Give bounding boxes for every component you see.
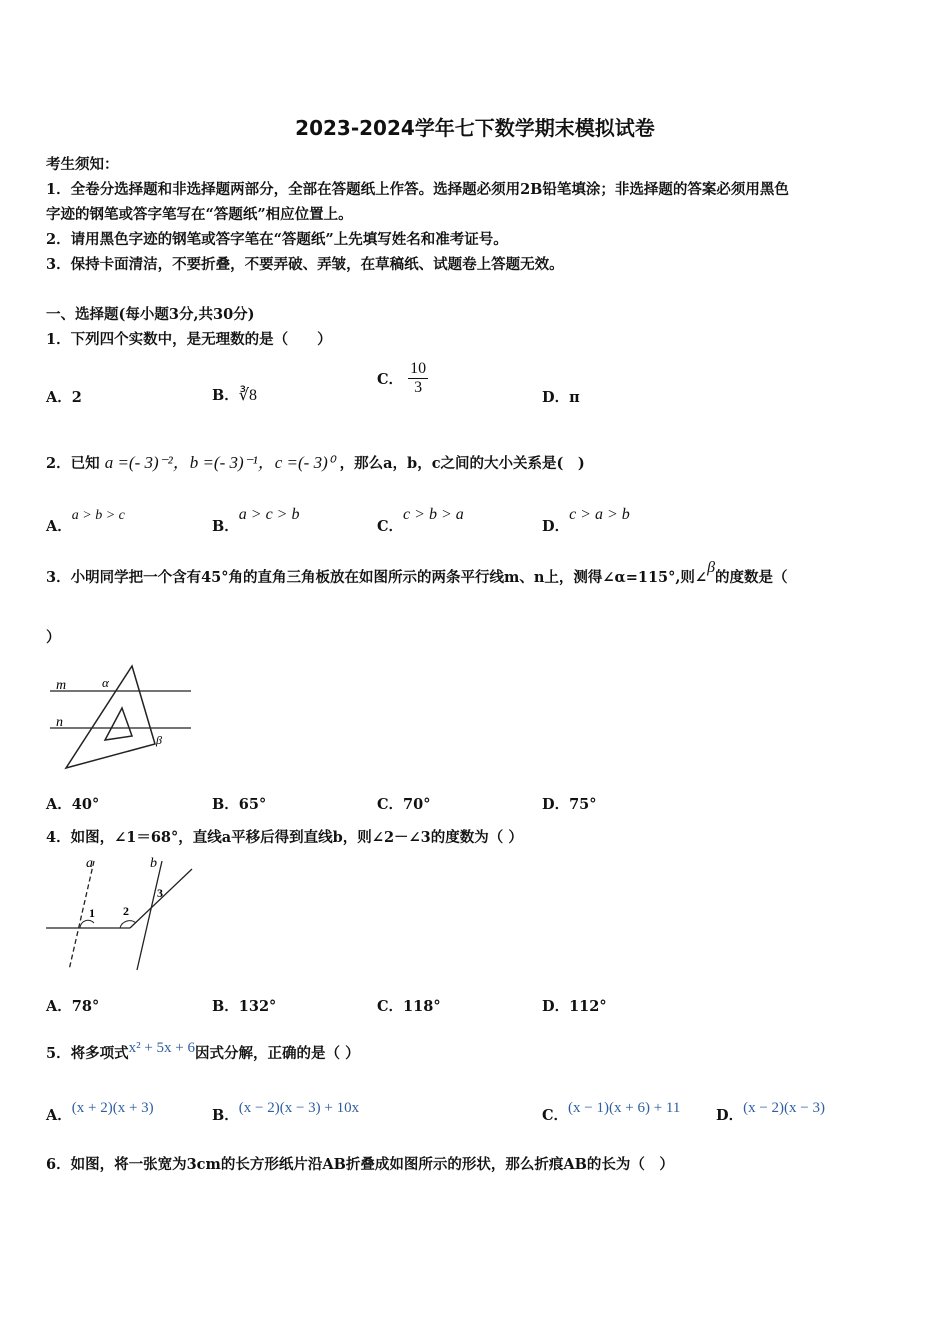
option-value: a > b > c <box>71 508 125 523</box>
outer-triangle <box>66 666 155 768</box>
label-alpha: α <box>102 675 109 690</box>
option-value: (x − 1)(x + 6) + 11 <box>568 1100 681 1116</box>
option-label: B． <box>212 518 239 535</box>
q6-stem: 6．如图，将一张宽为3cm的长方形纸片沿AB折叠成如图所示的形状，那么折痕AB的长为（ ） <box>46 1156 674 1173</box>
q4-option-d[interactable] <box>542 995 607 1016</box>
option-value: 78° <box>71 998 100 1015</box>
q2-prefix: 2．已知 <box>46 455 100 472</box>
option-label: B． <box>212 1107 239 1124</box>
option-value: 132° <box>238 998 277 1015</box>
label-m: m <box>56 678 67 693</box>
q5-option-a[interactable] <box>46 1096 154 1124</box>
q2-suffix: ，那么a，b，c之间的大小关系是( ) <box>339 455 585 472</box>
option-label: C． <box>377 796 404 813</box>
fraction-numerator: 10 <box>410 360 427 377</box>
option-value: (x − 2)(x − 3) + 10x <box>238 1100 360 1116</box>
q3-option-d[interactable] <box>542 793 597 814</box>
q2-option-b[interactable] <box>212 503 300 535</box>
option-label: A． <box>46 518 72 535</box>
option-label: C． <box>542 1107 569 1124</box>
q3-figure <box>46 660 196 775</box>
q1-option-a[interactable] <box>46 386 82 407</box>
inner-triangle <box>105 708 132 740</box>
q5-prefix: 5．将多项式 <box>46 1045 129 1062</box>
q1-stem: 1．下列四个实数中，是无理数的是（ ） <box>46 331 332 348</box>
label-n: n <box>56 715 63 730</box>
q4-option-a[interactable] <box>46 995 99 1016</box>
q3-option-b[interactable] <box>212 793 266 814</box>
q4-stem: 4．如图，∠1＝68°，直线a平移后得到直线b，则∠2－∠3的度数为（ ） <box>46 829 523 846</box>
fraction-denominator: 3 <box>414 379 423 396</box>
q1-option-b[interactable] <box>212 384 257 405</box>
q3-stem-text: 3．小明同学把一个含有45°角的直角三角板放在如图所示的两条平行线m、n上，测得∠α=115°,则∠ <box>46 569 708 586</box>
q5-option-d[interactable] <box>716 1096 825 1124</box>
q1-option-d[interactable] <box>542 386 580 407</box>
label-a: a <box>86 856 93 871</box>
option-label: C． <box>377 371 404 388</box>
q3-stem-line2: ） <box>46 629 61 646</box>
option-value: 65° <box>238 796 267 813</box>
option-value: π <box>569 389 580 406</box>
label-angle-2: 2 <box>123 904 129 918</box>
option-value: c > b > a <box>403 506 464 523</box>
fraction <box>408 360 428 397</box>
option-label: C． <box>377 998 404 1015</box>
q4-option-b[interactable] <box>212 995 276 1016</box>
option-label: B． <box>212 387 239 404</box>
option-label: A． <box>46 796 72 813</box>
option-label: D． <box>542 389 570 406</box>
option-value: c > a > b <box>569 506 630 523</box>
option-label: C． <box>377 518 404 535</box>
option-value: (x + 2)(x + 3) <box>71 1100 154 1116</box>
option-value: 40° <box>71 796 100 813</box>
notice-item: 1．全卷分选择题和非选择题两部分，全部在答题纸上作答。选择题必须用2B铅笔填涂；非选择题的答案必须用黑色 <box>46 181 789 198</box>
q3-option-c[interactable] <box>377 793 430 814</box>
page-title: 2023-2024学年七下数学期末模拟试卷 <box>295 116 655 140</box>
notice-item: 字迹的钢笔或答字笔写在“答题纸”相应位置上。 <box>46 206 353 223</box>
q2-option-a[interactable] <box>46 503 125 535</box>
q2-option-c[interactable] <box>377 503 464 535</box>
q5-option-c[interactable] <box>542 1096 681 1124</box>
option-label: D． <box>542 518 570 535</box>
q2-expression: a =(- 3)⁻²，b =(- 3)⁻¹，c =(- 3)⁰ <box>104 453 335 472</box>
option-label: A． <box>46 998 72 1015</box>
notice-item: 2．请用黑色字迹的钢笔或答字笔在“答题纸”上先填写姓名和准考证号。 <box>46 231 508 248</box>
q2-option-d[interactable] <box>542 503 630 535</box>
beta-symbol: β <box>707 559 716 576</box>
q3-stem <box>46 559 788 587</box>
option-label: D． <box>542 796 570 813</box>
line-b <box>137 861 162 970</box>
option-value: 75° <box>569 796 597 813</box>
option-label: D． <box>542 998 570 1015</box>
notice-heading: 考生须知： <box>46 156 119 173</box>
cube-root-expr: ∛8 <box>238 387 257 404</box>
label-b: b <box>150 856 157 871</box>
option-label: A． <box>46 389 72 406</box>
q5-option-b[interactable] <box>212 1096 360 1124</box>
q5-stem <box>46 1036 360 1062</box>
q4-figure <box>44 855 196 975</box>
notice-item: 3．保持卡面清洁，不要折叠，不要弄破、弄皱，在草稿纸、试题卷上答题无效。 <box>46 256 564 273</box>
option-value: 70° <box>403 796 431 813</box>
option-label: D． <box>716 1107 744 1124</box>
option-value: 2 <box>71 389 82 406</box>
label-angle-3: 3 <box>157 886 163 900</box>
polynomial: x² + 5x + 6 <box>128 1040 196 1056</box>
label-angle-1: 1 <box>89 906 95 920</box>
option-value: 118° <box>403 998 441 1015</box>
option-label: A． <box>46 1107 72 1124</box>
q1-option-c[interactable] <box>377 360 428 397</box>
label-beta: β <box>156 733 162 747</box>
angle-arc-1 <box>80 920 94 928</box>
option-label: B． <box>212 796 239 813</box>
option-value: 112° <box>569 998 607 1015</box>
section-heading: 一、选择题(每小题3分,共30分) <box>46 306 255 323</box>
q4-option-c[interactable] <box>377 995 441 1016</box>
option-value: a > c > b <box>238 506 300 523</box>
q2-stem <box>46 448 585 473</box>
q3-option-a[interactable] <box>46 793 99 814</box>
option-value: (x − 2)(x − 3) <box>743 1100 825 1116</box>
q5-suffix: 因式分解，正确的是（ ） <box>195 1045 360 1062</box>
q3-stem-end: 的度数是（ <box>715 569 788 586</box>
option-label: B． <box>212 998 239 1015</box>
